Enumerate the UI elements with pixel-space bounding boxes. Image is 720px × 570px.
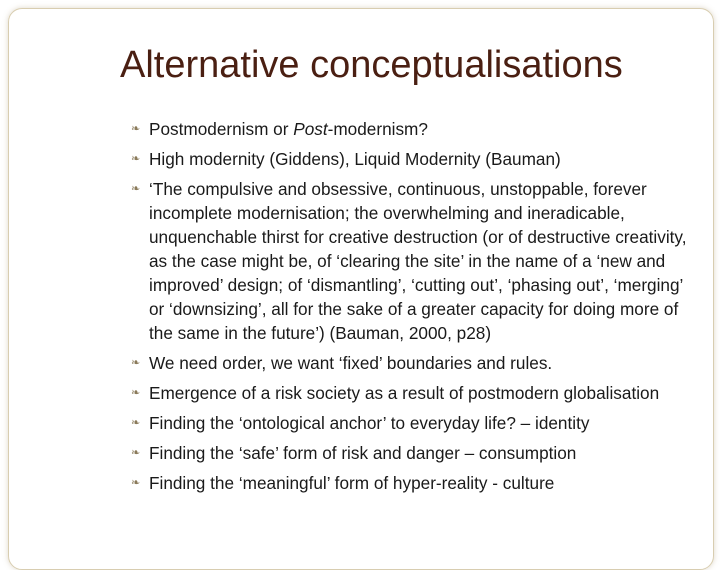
bullet-item xyxy=(131,147,701,171)
bullet-item xyxy=(131,117,701,141)
bullet-item xyxy=(131,441,701,465)
bullet-item xyxy=(131,381,701,405)
bullet-text: We need order, we want ‘fixed’ boundaries and rules. xyxy=(149,353,553,373)
bullet-item xyxy=(131,471,701,495)
bullet-text: ‘The compulsive and obsessive, continuous, unstoppable, forever incomplete modernisation; the overwhelming and ineradicable, unquenchable thirst for creative destruction (or of destructive creativity, as the case might be, of ‘clearing the site’ in the name of a ‘new and improved’ design; of ‘dismantling’, ‘cutting out’, ‘phasing out’, ‘merging’ or ‘downsizing’, all for the sake of a greater capacity for doing more of the same in the future’) (Bauman, 2000, p28) xyxy=(149,179,687,343)
bullet-text-part: -modernism? xyxy=(327,119,428,139)
bullet-text-italic: Post xyxy=(293,119,328,139)
fleuron-bullet-icon xyxy=(131,441,140,465)
slide-title: Alternative conceptualisations xyxy=(120,44,623,86)
bullet-text-part: Postmodernism or xyxy=(149,119,294,139)
fleuron-bullet-icon xyxy=(131,147,140,171)
bullet-item xyxy=(131,351,701,375)
fleuron-bullet-icon xyxy=(131,351,140,375)
bullet-text: Finding the ‘ontological anchor’ to everyday life? – identity xyxy=(149,413,590,433)
bullet-text: Finding the ‘meaningful’ form of hyper-reality - culture xyxy=(149,473,555,493)
bullet-item xyxy=(131,411,701,435)
bullet-text: High modernity (Giddens), Liquid Modernity (Bauman) xyxy=(149,149,561,169)
fleuron-bullet-icon xyxy=(131,411,140,435)
bullet-item xyxy=(131,177,701,345)
fleuron-bullet-icon xyxy=(131,117,140,141)
bullet-list xyxy=(131,117,701,501)
bullet-text: Emergence of a risk society as a result of postmodern globalisation xyxy=(149,383,660,403)
fleuron-bullet-icon xyxy=(131,177,140,201)
fleuron-bullet-icon xyxy=(131,471,140,495)
bullet-text: Finding the ‘safe’ form of risk and danger – consumption xyxy=(149,443,577,463)
fleuron-bullet-icon xyxy=(131,381,140,405)
